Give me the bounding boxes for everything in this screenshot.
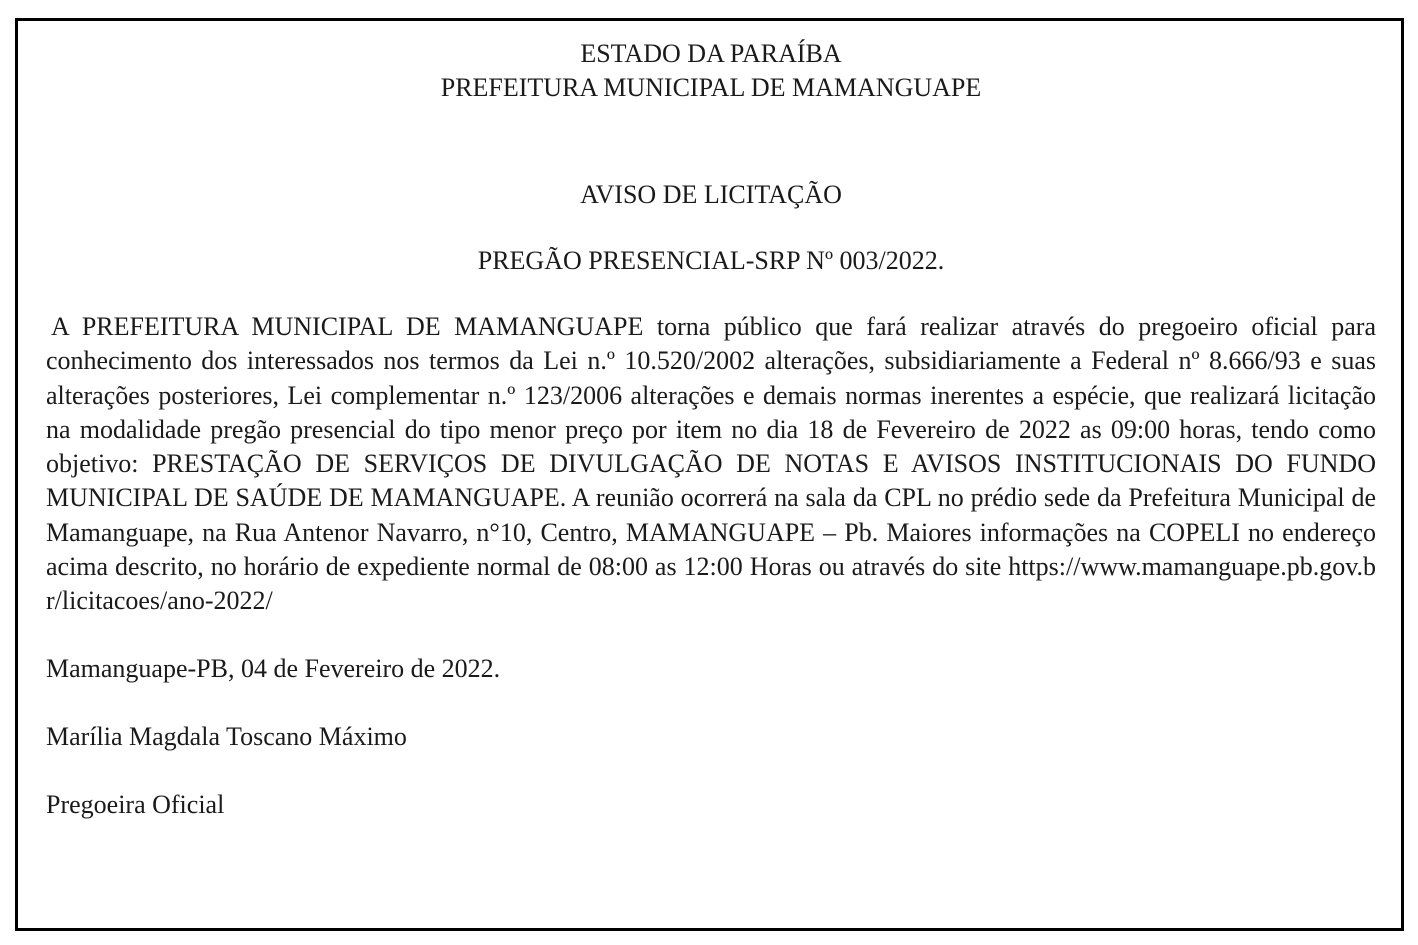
municipality-header: PREFEITURA MUNICIPAL DE MAMANGUAPE [440,73,982,102]
notice-frame [15,18,1404,931]
site-url: https://www.mamanguape.pb.gov.br/licitacoes/ano-2022/ [46,552,1376,616]
notice-paragraph: A PREFEITURA MUNICIPAL DE MAMANGUAPE torna público que fará realizar através do pregoeiro oficial para conhecimento dos interessados nos termos da Lei n.º 10.520/2002 alterações, subsidiariamente a Federal nº 8.666/93 e suas alterações posteriores, Lei complementar n.º 123/2006 alterações e demais normas inerentes a espécie, que realizará licitação na modalidade pregão presencial do tipo menor preço por item no dia 18 de Fevereiro de 2022 as 09:00 horas, tendo como objetivo: PRESTAÇÃO DE SERVIÇOS DE DIVULGAÇÃO DE NOTAS E AVISOS INSTITUCIONAIS DO FUNDO MUNICIPAL DE SAÚDE DE MAMANGUAPE. A reunião ocorrerá na sala da CPL no prédio sede da Prefeitura Municipal de Mamanguape, na Rua Antenor Navarro, n°10, Centro, MAMANGUAPE – Pb. Maiores informações na COPELI no endereço acima descrito, no horário de expediente normal de 08:00 as 12:00 Horas ou através do site [46,312,1376,582]
state-header: ESTADO DA PARAÍBA [580,39,842,68]
notice-content [46,37,1376,822]
signatory-role: Pregoeira Oficial [46,789,225,819]
pregao-title: PREGÃO PRESENCIAL-SRP Nº 003/2022. [477,246,945,275]
notice-title: AVISO DE LICITAÇÃO [580,180,842,209]
notice-body [46,310,1376,619]
signatory-name: Marília Magdala Toscano Máximo [46,721,407,751]
signature-date: Mamanguape-PB, 04 de Fevereiro de 2022. [46,653,501,683]
